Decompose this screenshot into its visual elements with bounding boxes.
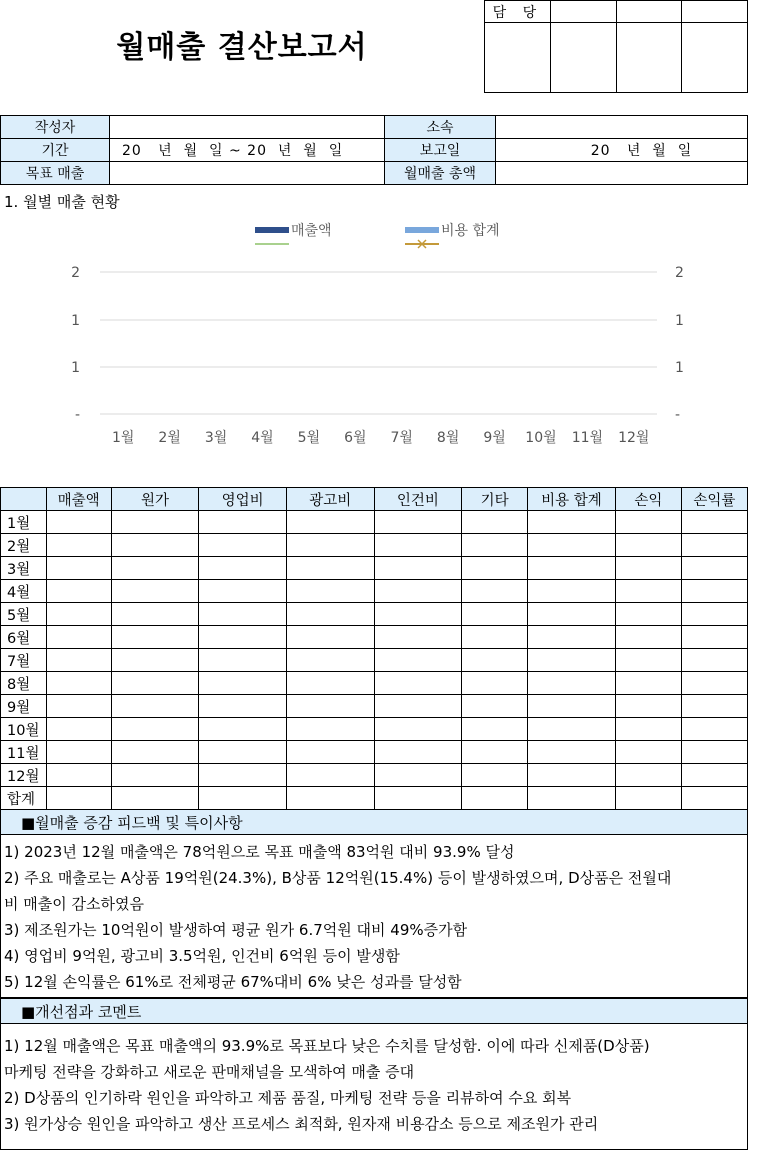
data-cell[interactable] (46, 603, 111, 626)
data-cell[interactable] (286, 741, 374, 764)
data-cell[interactable] (46, 718, 111, 741)
y-tick-right: - (675, 407, 681, 423)
feedback-line: 4) 영업비 9억원, 광고비 3.5억원, 인건비 6억원 등이 발생함 (4, 947, 400, 965)
column-header: 비용 합계 (528, 488, 616, 511)
data-cell[interactable] (374, 511, 462, 534)
legend-label: 비용 합계 (441, 223, 500, 239)
data-cell[interactable] (528, 557, 616, 580)
data-cell[interactable] (199, 580, 287, 603)
table-row (1, 718, 748, 741)
x-tick-label: 11월 (571, 430, 604, 446)
data-cell[interactable] (374, 626, 462, 649)
data-cell[interactable] (681, 511, 747, 534)
data-cell[interactable] (681, 557, 747, 580)
data-cell[interactable] (286, 626, 374, 649)
y-tick-left: 1 (71, 360, 80, 376)
data-cell[interactable] (615, 672, 681, 695)
data-cell[interactable] (462, 764, 528, 787)
data-cell[interactable] (111, 718, 199, 741)
page-title: 월매출 결산보고서 (116, 30, 368, 65)
data-cell[interactable] (286, 672, 374, 695)
row-label: 1월 (1, 511, 47, 534)
data-cell[interactable] (46, 580, 111, 603)
row-label: 합계 (1, 787, 47, 810)
approval-box (484, 0, 748, 93)
data-cell[interactable] (528, 718, 616, 741)
y-tick-right: 2 (675, 265, 684, 281)
data-cell[interactable] (286, 764, 374, 787)
data-cell[interactable] (615, 787, 681, 810)
row-label: 8월 (1, 672, 47, 695)
data-cell[interactable] (46, 695, 111, 718)
y-tick-right: 1 (675, 360, 684, 376)
data-cell[interactable] (528, 741, 616, 764)
data-cell[interactable] (199, 557, 287, 580)
data-cell[interactable] (111, 626, 199, 649)
x-tick-label: 9월 (483, 430, 506, 446)
data-cell[interactable] (286, 557, 374, 580)
column-header: 손익 (615, 488, 681, 511)
data-cell[interactable] (46, 626, 111, 649)
data-cell[interactable] (462, 787, 528, 810)
data-cell[interactable] (462, 695, 528, 718)
data-cell[interactable] (462, 511, 528, 534)
data-cell[interactable] (374, 534, 462, 557)
report-date-field[interactable]: 20 년 월 일 (496, 139, 748, 162)
table-row (1, 557, 748, 580)
data-cell[interactable] (462, 580, 528, 603)
data-cell[interactable] (462, 718, 528, 741)
data-cell[interactable] (374, 787, 462, 810)
data-cell[interactable] (199, 741, 287, 764)
approval-header-cell[interactable] (616, 1, 682, 23)
data-cell[interactable] (615, 649, 681, 672)
author-label: 작성자 (1, 116, 110, 139)
row-label: 12월 (1, 764, 47, 787)
data-cell[interactable] (374, 580, 462, 603)
data-cell[interactable] (46, 672, 111, 695)
approval-sign-cell[interactable] (485, 23, 551, 93)
row-label: 4월 (1, 580, 47, 603)
data-cell[interactable] (528, 764, 616, 787)
data-cell[interactable] (528, 626, 616, 649)
info-table (0, 115, 748, 185)
data-cell[interactable] (199, 695, 287, 718)
data-cell[interactable] (615, 603, 681, 626)
data-cell[interactable] (286, 695, 374, 718)
data-cell[interactable] (528, 603, 616, 626)
table-row (1, 534, 748, 557)
table-row (1, 649, 748, 672)
data-cell[interactable] (615, 511, 681, 534)
data-cell[interactable] (111, 580, 199, 603)
data-cell[interactable] (681, 672, 747, 695)
data-cell[interactable] (46, 787, 111, 810)
column-header: 인건비 (374, 488, 462, 511)
data-cell[interactable] (46, 764, 111, 787)
target-sales-field[interactable] (110, 162, 385, 185)
data-cell[interactable] (374, 741, 462, 764)
column-header: 원가 (111, 488, 199, 511)
data-cell[interactable] (374, 649, 462, 672)
data-cell[interactable] (111, 511, 199, 534)
feedback-line: 비 매출이 감소하였음 (4, 895, 144, 913)
data-cell[interactable] (681, 649, 747, 672)
column-header: 매출액 (46, 488, 111, 511)
column-header: 광고비 (286, 488, 374, 511)
row-label: 6월 (1, 626, 47, 649)
data-cell[interactable] (286, 580, 374, 603)
legend-swatch (255, 227, 289, 233)
target-sales-label: 목표 매출 (1, 162, 110, 185)
data-cell[interactable] (374, 672, 462, 695)
period-label: 기간 (1, 139, 110, 162)
approval-header-cell[interactable] (550, 1, 616, 23)
feedback-line: 3) 제조원가는 10억원이 발생하여 평균 원가 6.7억원 대비 49%증가함 (4, 921, 468, 939)
data-cell[interactable] (111, 741, 199, 764)
data-cell[interactable] (528, 534, 616, 557)
row-label: 5월 (1, 603, 47, 626)
data-cell[interactable] (462, 557, 528, 580)
dept-field[interactable] (496, 116, 748, 139)
y-tick-right: 1 (675, 313, 684, 329)
data-cell[interactable] (462, 534, 528, 557)
x-tick-label: 5월 (297, 430, 321, 446)
data-cell[interactable] (111, 649, 199, 672)
data-cell[interactable] (199, 511, 287, 534)
data-cell[interactable] (681, 787, 747, 810)
data-cell[interactable] (615, 718, 681, 741)
x-tick-label: 3월 (204, 430, 228, 446)
table-row (1, 741, 748, 764)
row-label: 3월 (1, 557, 47, 580)
data-cell[interactable] (615, 695, 681, 718)
legend-swatch (405, 227, 439, 233)
column-header: 기타 (462, 488, 528, 511)
data-cell[interactable] (681, 603, 747, 626)
x-tick-label: 4월 (251, 430, 274, 446)
data-cell[interactable] (46, 741, 111, 764)
author-field[interactable] (110, 116, 385, 139)
data-cell[interactable] (528, 672, 616, 695)
data-cell[interactable] (111, 557, 199, 580)
data-cell[interactable] (286, 603, 374, 626)
data-cell[interactable] (374, 557, 462, 580)
improve-line: 1) 12월 매출액은 목표 매출액의 93.9%로 목표보다 낮은 수치를 달성함. 이에 따라 신제품(D상품) (4, 1037, 650, 1055)
data-cell[interactable] (374, 603, 462, 626)
table-row (1, 626, 748, 649)
row-label: 11월 (1, 741, 47, 764)
data-cell[interactable] (199, 603, 287, 626)
data-cell[interactable] (111, 534, 199, 557)
row-label: 10월 (1, 718, 47, 741)
data-cell[interactable] (199, 764, 287, 787)
total-sales-label: 월매출 총액 (385, 162, 496, 185)
feedback-line: 5) 12월 손익률은 61%로 전체평균 67%대비 6% 낮은 성과를 달성함 (4, 973, 462, 991)
column-header: 영업비 (199, 488, 287, 511)
monthly-table (0, 487, 748, 810)
corner-header (1, 488, 47, 511)
data-cell[interactable] (462, 672, 528, 695)
data-cell[interactable] (681, 534, 747, 557)
table-row (1, 603, 748, 626)
data-cell[interactable] (528, 695, 616, 718)
data-cell[interactable] (46, 649, 111, 672)
table-row (1, 764, 748, 787)
data-cell[interactable] (681, 626, 747, 649)
data-cell[interactable] (615, 741, 681, 764)
data-cell[interactable] (681, 718, 747, 741)
row-label: 9월 (1, 695, 47, 718)
data-cell[interactable] (681, 695, 747, 718)
approval-label: 담 당 (485, 1, 551, 23)
data-cell[interactable] (462, 603, 528, 626)
x-tick-label: 10월 (525, 430, 557, 446)
data-cell[interactable] (528, 511, 616, 534)
table-row (1, 580, 748, 603)
total-sales-field[interactable] (496, 162, 748, 185)
x-tick-label: 1월 (111, 430, 135, 446)
data-cell[interactable] (286, 534, 374, 557)
data-cell[interactable] (199, 787, 287, 810)
improve-line: 마케팅 전략을 강화하고 새로운 판매채널을 모색하여 매출 증대 (4, 1063, 415, 1081)
data-cell[interactable] (528, 787, 616, 810)
approval-sign-cell[interactable] (682, 23, 748, 93)
x-tick-label: 7월 (390, 430, 413, 446)
data-cell[interactable] (615, 580, 681, 603)
legend-label: 매출액 (291, 223, 332, 239)
x-tick-label: 2월 (158, 430, 181, 446)
data-cell[interactable] (615, 557, 681, 580)
x-tick-label: 12월 (618, 430, 650, 446)
x-tick-label: 8월 (436, 430, 460, 446)
approval-sign-cell[interactable] (616, 23, 682, 93)
data-cell[interactable] (681, 764, 747, 787)
table-row (1, 672, 748, 695)
data-cell[interactable] (615, 626, 681, 649)
report-date-label: 보고일 (385, 139, 496, 162)
data-cell[interactable] (528, 580, 616, 603)
table-row (1, 695, 748, 718)
data-cell[interactable] (286, 718, 374, 741)
y-tick-left: 2 (71, 265, 80, 281)
data-cell[interactable] (462, 741, 528, 764)
data-cell[interactable] (199, 672, 287, 695)
column-header: 손익률 (681, 488, 747, 511)
table-row (1, 787, 748, 810)
y-tick-left: - (74, 407, 80, 423)
approval-sign-cell[interactable] (550, 23, 616, 93)
feedback-line: 1) 2023년 12월 매출액은 78억원으로 목표 매출액 83억원 대비 93.9% 달성 (4, 843, 515, 861)
data-cell[interactable] (374, 718, 462, 741)
improve-section-title: ■개선점과 코멘트 (0, 998, 748, 1024)
section-monthly-sales-title: 1. 월별 매출 현황 (4, 193, 120, 211)
data-cell[interactable] (615, 534, 681, 557)
y-tick-left: 1 (71, 313, 80, 329)
data-cell[interactable] (462, 649, 528, 672)
row-label: 2월 (1, 534, 47, 557)
x-tick-label: 6월 (344, 430, 367, 446)
monthly-sales-chart (0, 210, 771, 460)
data-cell[interactable] (199, 534, 287, 557)
data-cell[interactable] (46, 557, 111, 580)
data-cell[interactable] (199, 649, 287, 672)
feedback-text (4, 839, 744, 995)
data-cell[interactable] (111, 787, 199, 810)
dept-label: 소속 (385, 116, 496, 139)
table-row (1, 511, 748, 534)
data-cell[interactable] (286, 511, 374, 534)
feedback-line: 2) 주요 매출로는 A상품 19억원(24.3%), B상품 12억원(15.4%) 등이 발생하였으며, D상품은 전월대 (4, 869, 672, 887)
data-cell[interactable] (286, 787, 374, 810)
approval-header-cell[interactable] (682, 1, 748, 23)
data-cell[interactable] (111, 603, 199, 626)
data-cell[interactable] (111, 695, 199, 718)
data-cell[interactable] (111, 764, 199, 787)
data-cell[interactable] (46, 534, 111, 557)
feedback-section-title: ■월매출 증감 피드백 및 특이사항 (0, 809, 748, 835)
data-cell[interactable] (615, 764, 681, 787)
improve-text (4, 1033, 744, 1137)
data-cell[interactable] (528, 649, 616, 672)
improve-line: 2) D상품의 인기하락 원인을 파악하고 제품 품질, 마케팅 전략 등을 리뷰하여 수요 회복 (4, 1089, 572, 1107)
data-cell[interactable] (46, 511, 111, 534)
data-cell[interactable] (111, 672, 199, 695)
improve-line: 3) 원가상승 원인을 파악하고 생산 프로세스 최적화, 원자재 비용감소 등으로 제조원가 관리 (4, 1115, 599, 1133)
period-field[interactable]: 20 년 월 일 ~ 20 년 월 일 (110, 139, 385, 162)
data-cell[interactable] (199, 718, 287, 741)
data-cell[interactable] (462, 626, 528, 649)
data-cell[interactable] (681, 580, 747, 603)
data-cell[interactable] (199, 626, 287, 649)
data-cell[interactable] (681, 741, 747, 764)
data-cell[interactable] (286, 649, 374, 672)
data-cell[interactable] (374, 695, 462, 718)
data-cell[interactable] (374, 764, 462, 787)
row-label: 7월 (1, 649, 47, 672)
